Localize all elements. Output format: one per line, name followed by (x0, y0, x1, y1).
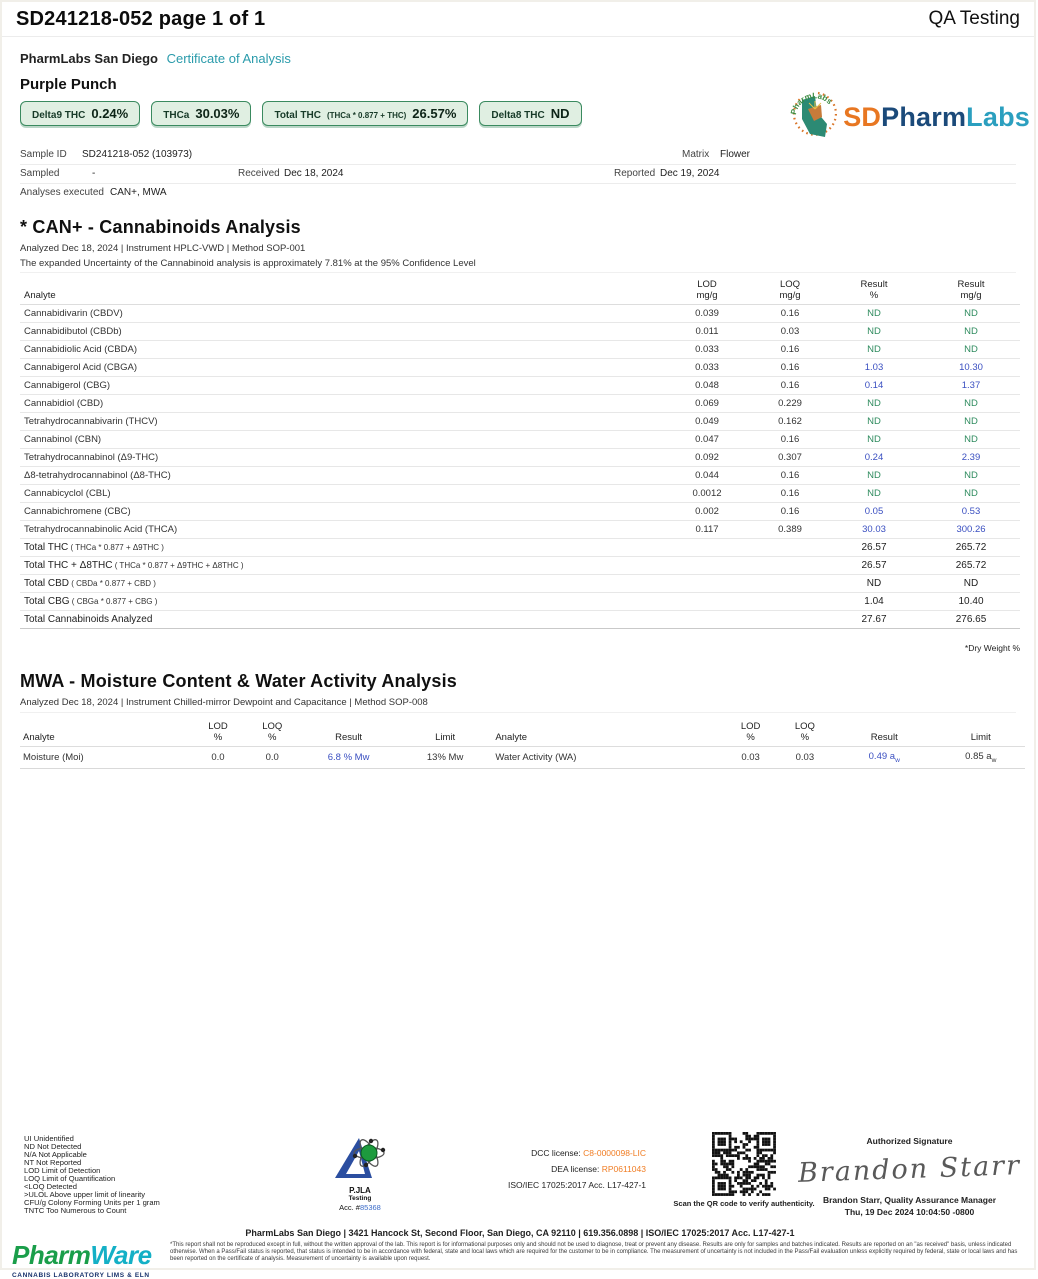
page-title: SD241218-052 page 1 of 1 (16, 8, 266, 30)
analyte-cell: Cannabigerol (CBG) (20, 377, 660, 395)
empty-cell (754, 539, 826, 557)
empty-cell (754, 575, 826, 593)
badge-value: ND (550, 106, 570, 121)
column-header-line2: % (800, 732, 810, 743)
emblem-arc-text: PharmLabs (789, 91, 835, 116)
disclaimer-text: *This report shall not be reproduced except in full, without the written approval of the lab. This report is for informational purposes only and should not be used to diagnose, treat or prevent any disease. Results are only for samples and batches indicated. Results are reported on an "as received" basis, unless indicated otherwise. When a Pass/Fail status is reported, that status is intended to be in accordance with federal, state and local laws which are required for the customer to be in compliance. The measurement of uncertainty is not included in the Pass/Fail evaluation unless explicitly required by federal, state or local laws and has been reported on the certificate of analysis. Measurement of uncertainty is available upon request. (170, 1242, 1018, 1263)
table-row (20, 467, 1020, 485)
column-header (492, 717, 723, 747)
table-row (20, 521, 1020, 539)
result-mgg-cell: 2.39 (922, 449, 1020, 467)
table-row (20, 359, 1020, 377)
analyte-cell: Δ8-tetrahydrocannabinol (Δ8-THC) (20, 467, 660, 485)
result-pct-cell: 30.03 (826, 521, 922, 539)
table-row (20, 305, 1020, 323)
cannabinoids-header-row (20, 275, 1020, 305)
table-row (20, 341, 1020, 359)
badge-value: 26.57% (412, 106, 457, 121)
pjla-logo-icon (331, 1167, 389, 1184)
analyte-cell: Tetrahydrocannabinolic Acid (THCA) (20, 521, 660, 539)
limit-cell: 13% Mw (398, 747, 492, 769)
loq-cell: 0.03 (754, 323, 826, 341)
result-mgg-cell: ND (922, 323, 1020, 341)
limit-cell: 0.85 $a_w$ (937, 747, 1025, 769)
analyte-cell: Cannabidivarin (CBDV) (20, 305, 660, 323)
cannabinoids-title: * CAN+ - Cannabinoids Analysis (20, 217, 301, 237)
total-row (20, 593, 1020, 611)
loq-cell: 0.307 (754, 449, 826, 467)
empty-cell (754, 593, 826, 611)
mwa-table (20, 717, 1025, 769)
badge-formula: (THCa * 0.877 + THC) (326, 111, 407, 120)
legend-item: ND Not Detected (24, 1142, 82, 1151)
table-row (20, 503, 1020, 521)
matrix-label: Matrix (682, 149, 710, 160)
empty-cell (660, 575, 754, 593)
top-bar (2, 2, 1034, 37)
loq-cell: 0.16 (754, 467, 826, 485)
lab-address-line: PharmLabs San Diego | 3421 Hancock St, Second Floor, San Diego, CA 92110 | 619.356.0898 | ISO/IEC 17025:2017 Acc. L17-427-1 (245, 1228, 795, 1238)
table-row (20, 377, 1020, 395)
pharmware-part1: Pharm (12, 1240, 91, 1270)
legend-item: >ULOL Above upper limit of linearity (24, 1190, 146, 1199)
total-label: Total Cannabinoids Analyzed (24, 614, 153, 625)
table-row (20, 449, 1020, 467)
pharmware-logo (12, 1240, 172, 1279)
analyte-cell: Water Activity (WA) (492, 747, 723, 769)
total-row (20, 539, 1020, 557)
result-mgg-cell: ND (922, 395, 1020, 413)
column-header (826, 275, 922, 305)
loq-cell: 0.16 (754, 341, 826, 359)
total-mgg-cell: 265.72 (922, 557, 1020, 575)
lod-cell: 0.002 (660, 503, 754, 521)
loq-cell: 0.229 (754, 395, 826, 413)
total-label: Total THC (24, 542, 69, 553)
lod-cell: 0.033 (660, 341, 754, 359)
result-pct-cell: ND (826, 323, 922, 341)
iso-accreditation-line: ISO/IEC 17025:2017 Acc. L17-427-1 (508, 1180, 646, 1190)
pharmware-part2: Ware (90, 1240, 152, 1270)
signature-timestamp: Thu, 19 Dec 2024 10:04:50 -0800 (844, 1207, 975, 1217)
badge-label: THCa (163, 110, 190, 121)
signature-script: Brandon Starr (797, 1150, 1022, 1189)
dcc-license-link[interactable]: C8-0000098-LIC (583, 1148, 646, 1158)
sdpharmlabs-logo (788, 87, 1030, 148)
qr-code (712, 1132, 776, 1196)
result-mgg-cell: 10.30 (922, 359, 1020, 377)
column-header (398, 717, 492, 747)
loq-cell: 0.162 (754, 413, 826, 431)
column-header (723, 717, 777, 747)
lod-cell: 0.092 (660, 449, 754, 467)
cannabinoids-body (20, 305, 1020, 539)
lod-cell: 0.117 (660, 521, 754, 539)
column-header-line2: mg/g (696, 290, 718, 301)
total-mgg-cell: 265.72 (922, 539, 1020, 557)
total-formula: ( CBGa * 0.877 + CBG ) (69, 597, 158, 606)
empty-cell (660, 611, 754, 629)
lod-cell: 0.033 (660, 359, 754, 377)
matrix-value: Flower (720, 149, 751, 160)
lod-cell: 0.0 (191, 747, 245, 769)
result-mgg-cell: ND (922, 431, 1020, 449)
mwa-body (20, 747, 1025, 769)
legend-list (24, 1135, 160, 1215)
column-header-line1: Result (870, 732, 898, 743)
result-pct-cell: 0.05 (826, 503, 922, 521)
total-label-cell (20, 557, 660, 575)
total-formula: ( CBDa * 0.877 + CBD ) (69, 579, 156, 588)
total-label-cell (20, 539, 660, 557)
column-header (937, 717, 1025, 747)
total-formula: ( THCa * 0.877 + Δ9THC ) (68, 543, 164, 552)
legend-item: N/A Not Applicable (24, 1150, 87, 1159)
result-pct-cell: ND (826, 395, 922, 413)
column-header-line2: mg/g (960, 290, 982, 301)
column-header-line1: Analyte (23, 732, 55, 743)
received-label: Received (238, 168, 280, 179)
lab-header (20, 51, 1016, 66)
badge-thca (151, 101, 251, 126)
table-row (20, 485, 1020, 503)
mwa-section (20, 671, 1016, 769)
uncertainty-note: The expanded Uncertainty of the Cannabinoid analysis is approximately 7.81% at the 95% Confidence Level (20, 258, 1016, 273)
result-pct-cell: ND (826, 431, 922, 449)
empty-cell (754, 611, 826, 629)
loq-cell: 0.16 (754, 377, 826, 395)
pjla-sub: Testing (348, 1195, 372, 1202)
empty-cell (660, 539, 754, 557)
table-row (20, 323, 1020, 341)
total-row (20, 611, 1020, 629)
lod-cell: 0.03 (723, 747, 777, 769)
loq-cell: 0.16 (754, 503, 826, 521)
column-header (245, 717, 299, 747)
pjla-name: P.JLA (349, 1186, 371, 1195)
result-pct-cell: ND (826, 413, 922, 431)
result-cell: 0.49 $a_w$ (832, 747, 937, 769)
column-header-line1: Result (957, 279, 985, 290)
badge-delta8-thc (479, 101, 581, 126)
column-header-line1: Limit (435, 732, 456, 743)
analyte-cell: Cannabidibutol (CBDb) (20, 323, 660, 341)
column-header-line2: % (869, 290, 879, 301)
column-header-line2: % (268, 732, 277, 743)
badge-delta9-thc (20, 101, 140, 126)
legend-item: LOQ Limit of Quantification (24, 1174, 116, 1183)
column-header (660, 275, 754, 305)
license-block (450, 1148, 646, 1196)
table-row (20, 747, 1025, 769)
dates-row (20, 165, 1016, 184)
legend-item: <LOQ Detected (24, 1182, 77, 1191)
signer-name-title: Brandon Starr, Quality Assurance Manager (822, 1195, 997, 1205)
loq-cell: 0.389 (754, 521, 826, 539)
total-label-cell (20, 593, 660, 611)
loq-cell: 0.16 (754, 359, 826, 377)
result-mgg-cell: ND (922, 305, 1020, 323)
sample-id-label: Sample ID (20, 149, 67, 160)
loq-cell: 0.0 (245, 747, 299, 769)
result-cell: 6.8 % Mw (299, 747, 397, 769)
analyte-cell: Cannabigerol Acid (CBGA) (20, 359, 660, 377)
legend-item: NT Not Reported (24, 1158, 82, 1167)
column-header (832, 717, 937, 747)
total-row (20, 575, 1020, 593)
analyses-label: Analyses executed (20, 187, 104, 198)
dea-license-label: DEA license: (551, 1164, 600, 1174)
total-pct-cell: 27.67 (826, 611, 922, 629)
mwa-meta: Analyzed Dec 18, 2024 | Instrument Chilled-mirror Dewpoint and Capacitance | Method SOP-008 (20, 697, 1016, 713)
result-mgg-cell: 300.26 (922, 521, 1020, 539)
column-header-line1: LOQ (779, 279, 801, 290)
result-pct-cell: 1.03 (826, 359, 922, 377)
empty-cell (660, 557, 754, 575)
authorized-signature-heading: Authorized Signature (866, 1136, 953, 1146)
reported-label: Reported (614, 168, 656, 179)
lod-cell: 0.047 (660, 431, 754, 449)
total-pct-cell: 26.57 (826, 557, 922, 575)
analyte-cell: Cannabicyclol (CBL) (20, 485, 660, 503)
dcc-license-label: DCC license: (531, 1148, 581, 1158)
total-pct-cell: 1.04 (826, 593, 922, 611)
analyte-cell: Tetrahydrocannabivarin (THCV) (20, 413, 660, 431)
product-name: Purple Punch (20, 76, 117, 93)
column-header-line1: LOD (740, 721, 761, 732)
total-label: Total CBG (24, 596, 70, 607)
badge-value: 0.24% (91, 106, 129, 121)
column-header-line1: LOD (208, 721, 228, 732)
total-row (20, 557, 1020, 575)
lod-cell: 0.048 (660, 377, 754, 395)
total-mgg-cell: 276.65 (922, 611, 1020, 629)
result-pct-cell: ND (826, 341, 922, 359)
badge-label: Delta8 THC (491, 110, 545, 121)
badge-label: Total THC (274, 110, 321, 121)
cannabinoids-meta: Analyzed Dec 18, 2024 | Instrument HPLC-VWD | Method SOP-001 (20, 243, 306, 254)
result-pct-cell: 0.24 (826, 449, 922, 467)
result-mgg-cell: 0.53 (922, 503, 1020, 521)
loq-cell: 0.03 (778, 747, 832, 769)
result-pct-cell: 0.14 (826, 377, 922, 395)
total-label: Total THC + Δ8THC (24, 560, 113, 571)
empty-cell (660, 593, 754, 611)
column-header (20, 275, 660, 305)
lab-name: PharmLabs San Diego (20, 51, 158, 66)
badge-value: 30.03% (195, 106, 240, 121)
lod-cell: 0.039 (660, 305, 754, 323)
column-header (922, 275, 1020, 305)
column-header-line2: mg/g (779, 290, 801, 301)
column-header-line2: % (213, 732, 223, 743)
dea-license-link[interactable]: RP0611043 (601, 1164, 646, 1174)
sample-id-row (20, 146, 1016, 165)
legend-item: CFU/g Colony Forming Units per 1 gram (24, 1198, 160, 1207)
pjla-accreditation-number (302, 1203, 418, 1212)
received-value: Dec 18, 2024 (284, 168, 344, 179)
doc-type-label: Certificate of Analysis (166, 51, 291, 66)
badge-label: Delta9 THC (32, 110, 86, 121)
pjla-acc-number-link[interactable]: 85368 (359, 1203, 381, 1212)
result-pct-cell: ND (826, 305, 922, 323)
signature-block (797, 1136, 1022, 1217)
result-mgg-cell: 1.37 (922, 377, 1020, 395)
lod-cell: 0.0012 (660, 485, 754, 503)
analyses-row (20, 184, 1016, 201)
table-row (20, 413, 1020, 431)
analyte-cell: Tetrahydrocannabinol (Δ9-THC) (20, 449, 660, 467)
qr-caption: Scan the QR code to verify authenticity. (673, 1199, 815, 1208)
cannabinoids-totals (20, 539, 1020, 629)
pharmware-wordmark (12, 1240, 172, 1271)
dry-weight-footnote: *Dry Weight % (964, 643, 1020, 653)
table-row (20, 395, 1020, 413)
mwa-title: MWA - Moisture Content & Water Activity Analysis (20, 671, 457, 691)
column-header-line2: % (746, 732, 755, 743)
legend-item: TNTC Too Numerous to Count (24, 1206, 127, 1215)
total-label-cell (20, 575, 660, 593)
pharmware-tagline: CANNABIS LABORATORY LIMS & ELN (12, 1272, 150, 1279)
reported-value: Dec 19, 2024 (660, 168, 720, 179)
result-mgg-cell: ND (922, 485, 1020, 503)
analyte-cell: Cannabidiol (CBD) (20, 395, 660, 413)
brand-pharm: Pharm (881, 102, 967, 132)
sdpharmlabs-emblem-icon (788, 87, 840, 148)
column-header-line1: Result (335, 732, 363, 743)
total-label-cell (20, 611, 660, 629)
column-header-line1: LOQ (794, 721, 815, 732)
brand-labs: Labs (966, 102, 1030, 132)
column-header-line1: Result (860, 279, 888, 290)
lod-cell: 0.049 (660, 413, 754, 431)
loq-cell: 0.16 (754, 305, 826, 323)
document-body (2, 51, 1034, 769)
sample-meta (20, 146, 1016, 201)
column-header (20, 717, 191, 747)
column-header-line1: LOD (697, 279, 717, 290)
total-mgg-cell: 10.40 (922, 593, 1020, 611)
result-mgg-cell: ND (922, 341, 1020, 359)
empty-cell (754, 557, 826, 575)
table-row (20, 431, 1020, 449)
analyte-cell: Cannabidiolic Acid (CBDA) (20, 341, 660, 359)
loq-cell: 0.16 (754, 431, 826, 449)
result-mgg-cell: ND (922, 467, 1020, 485)
column-header-line1: Analyte (495, 732, 528, 743)
qa-testing-label: QA Testing (928, 8, 1020, 29)
column-header (754, 275, 826, 305)
legend-item: LOD Limit of Detection (24, 1166, 101, 1175)
lod-cell: 0.044 (660, 467, 754, 485)
badge-total-thc (262, 101, 468, 126)
result-mgg-cell: ND (922, 413, 1020, 431)
loq-cell: 0.16 (754, 485, 826, 503)
column-header-line1: LOQ (262, 721, 283, 732)
total-label: Total CBD (24, 578, 70, 589)
cannabinoids-table (20, 275, 1020, 629)
sampled-value: - (92, 168, 96, 179)
lod-cell: 0.069 (660, 395, 754, 413)
total-formula: ( THCa * 0.877 + Δ9THC + Δ8THC ) (112, 561, 244, 570)
brand-sd: SD (843, 102, 882, 132)
column-header (778, 717, 832, 747)
total-mgg-cell: ND (922, 575, 1020, 593)
total-pct-cell: ND (826, 575, 922, 593)
column-header-line1: Analyte (24, 290, 56, 301)
column-header (191, 717, 245, 747)
cannabinoids-section (20, 217, 1020, 653)
pjla-accreditation (302, 1134, 418, 1212)
analyte-cell: Moisture (Moi) (20, 747, 191, 769)
legend-item: UI Unidentified (24, 1134, 74, 1143)
total-pct-cell: 26.57 (826, 539, 922, 557)
dea-license-line (450, 1164, 646, 1174)
pjla-acc-label: Acc. # (339, 1203, 360, 1212)
analyte-cell: Cannabichromene (CBC) (20, 503, 660, 521)
column-header (299, 717, 397, 747)
sample-id-value: SD241218-052 (103973) (82, 149, 193, 160)
column-header-line1: Limit (970, 732, 991, 743)
analyses-value: CAN+, MWA (110, 187, 167, 198)
analyte-cell: Cannabinol (CBN) (20, 431, 660, 449)
lod-cell: 0.011 (660, 323, 754, 341)
result-pct-cell: ND (826, 467, 922, 485)
dcc-license-line (450, 1148, 646, 1158)
result-pct-cell: ND (826, 485, 922, 503)
sdpharmlabs-wordmark (843, 102, 1030, 133)
mwa-header-row (20, 717, 1025, 747)
sampled-label: Sampled (20, 168, 60, 179)
